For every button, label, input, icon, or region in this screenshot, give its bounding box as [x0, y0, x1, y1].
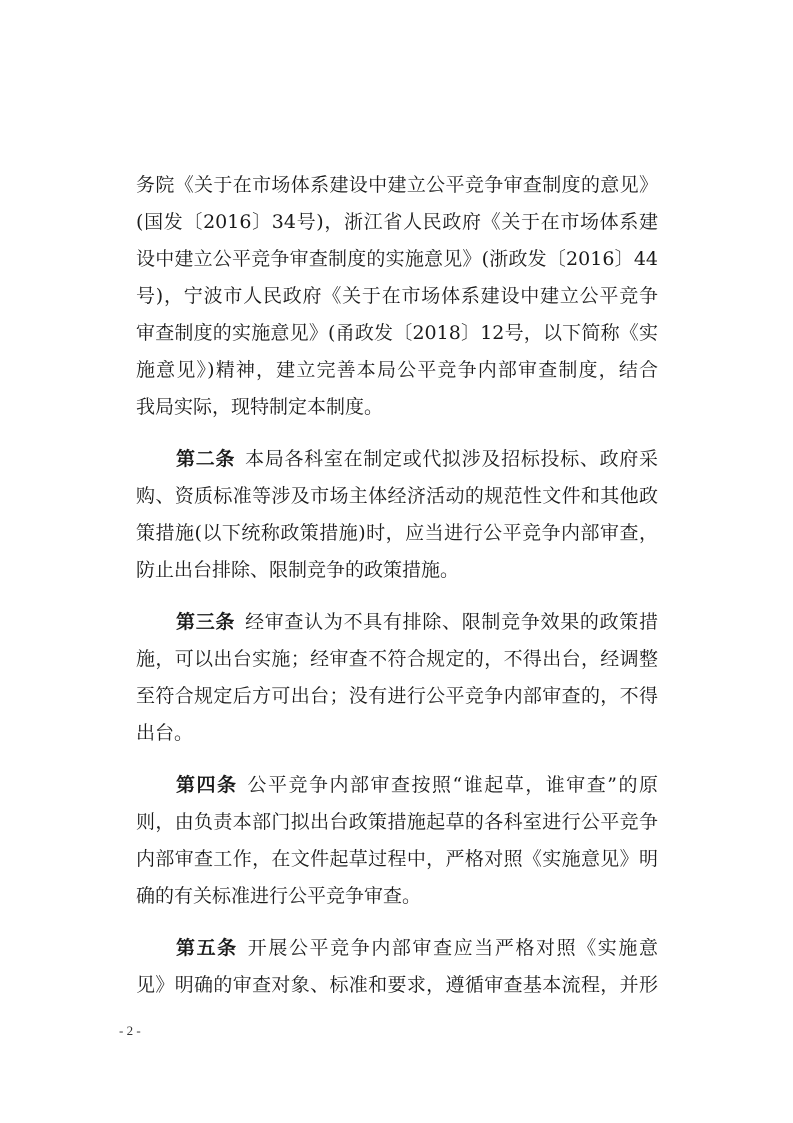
- article-line: 至符合规定后方可出台；没有进行公平竞争内部审查的，不得: [136, 685, 658, 707]
- document-body: [136, 167, 658, 1004]
- intro-line: 施意见》)精神，建立完善本局公平竞争内部审查制度，结合: [136, 359, 658, 381]
- article-2: [136, 441, 658, 589]
- article-first-line: [136, 441, 658, 478]
- intro-line: 我局实际，现特制定本制度。: [136, 396, 384, 418]
- intro-line: 审查制度的实施意见》(甬政发〔2018〕12号，以下简称《实: [136, 322, 658, 344]
- intro-line: 务院《关于在市场体系建设中建立公平竞争审查制度的意见》: [136, 174, 658, 196]
- article-text: 公平竞争内部审查按照“谁起草，谁审查”的原: [247, 774, 658, 796]
- article-3: [136, 604, 658, 752]
- article-4: [136, 767, 658, 915]
- article-first-line: [136, 930, 658, 967]
- article-line: 购、资质标准等涉及市场主体经济活动的规范性文件和其他政: [136, 485, 658, 507]
- article-line: 施，可以出台实施；经审查不符合规定的，不得出台，经调整: [136, 648, 658, 670]
- article-first-line: [136, 604, 658, 641]
- intro-paragraph: [136, 167, 658, 426]
- intro-line: (国发〔2016〕34号)，浙江省人民政府《关于在市场体系建: [136, 211, 658, 233]
- intro-line: 设中建立公平竞争审查制度的实施意见》(浙政发〔2016〕44: [136, 248, 658, 270]
- article-line: 出台。: [136, 722, 194, 744]
- article-line: 防止出台排除、限制竞争的政策措施。: [136, 559, 460, 581]
- article-label: 第三条: [176, 611, 236, 633]
- article-5: [136, 930, 658, 1004]
- article-text: 开展公平竞争内部审查应当严格对照《实施意: [247, 937, 658, 959]
- article-label: 第四条: [176, 774, 238, 796]
- article-line: 则，由负责本部门拟出台政策措施起草的各科室进行公平竞争: [136, 811, 658, 833]
- article-text: 本局各科室在制定或代拟涉及招标投标、政府采: [245, 448, 658, 470]
- article-label: 第二条: [176, 448, 236, 470]
- article-line: 内部审查工作，在文件起草过程中，严格对照《实施意见》明: [136, 848, 658, 870]
- article-label: 第五条: [176, 937, 238, 959]
- intro-line: 号)，宁波市人民政府《关于在市场体系建设中建立公平竞争: [136, 285, 658, 307]
- article-text: 经审查认为不具有排除、限制竞争效果的政策措: [245, 611, 658, 633]
- page-number: - 2 -: [119, 1023, 141, 1038]
- article-line: 见》明确的审查对象、标准和要求，遵循审查基本流程，并形: [136, 974, 658, 996]
- article-line: 确的有关标准进行公平竞争审查。: [136, 885, 422, 907]
- article-line: 策措施(以下统称政策措施)时，应当进行公平竞争内部审查，: [136, 522, 658, 544]
- article-first-line: [136, 767, 658, 804]
